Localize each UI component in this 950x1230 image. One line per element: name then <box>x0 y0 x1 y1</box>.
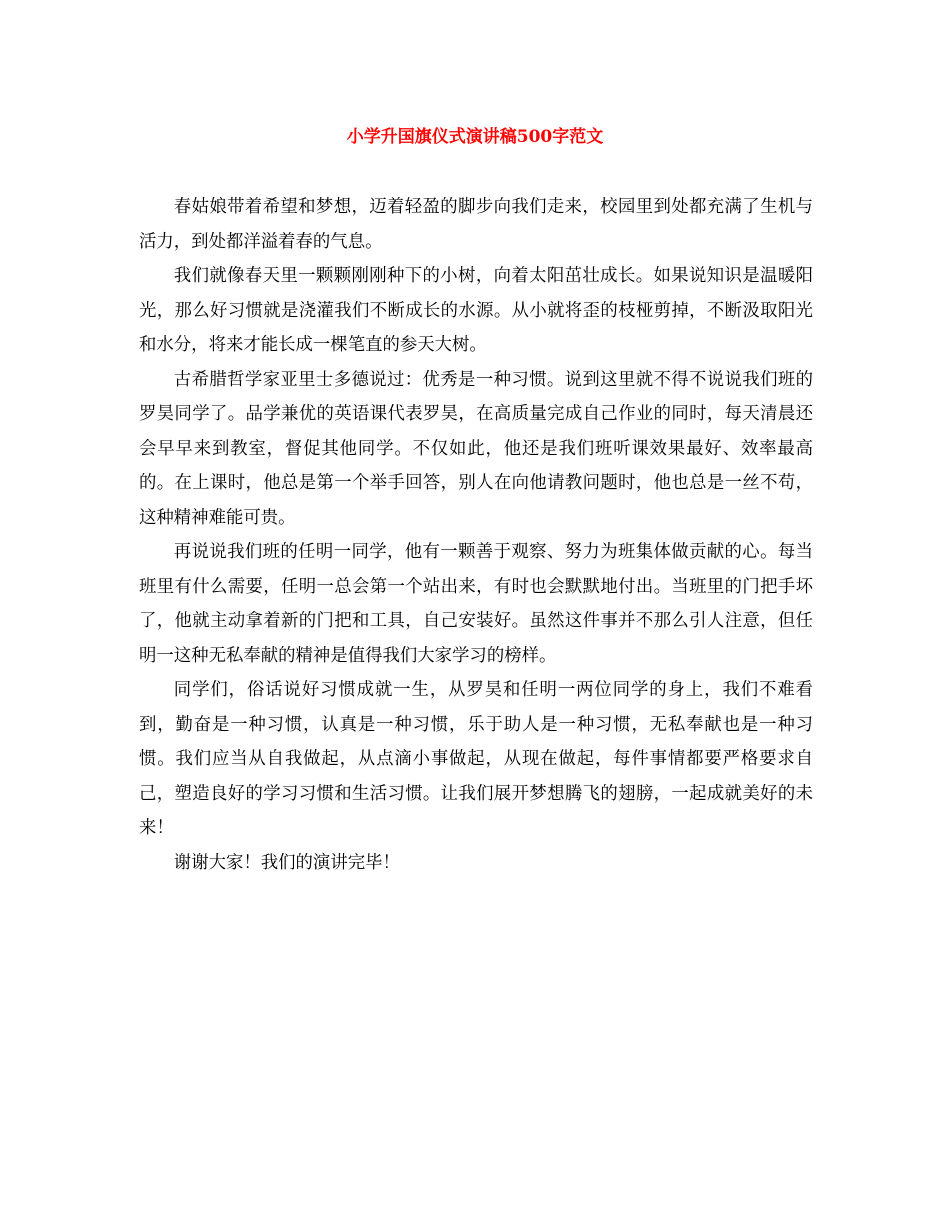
paragraph-6: 谢谢大家！我们的演讲完毕！ <box>173 852 400 873</box>
document-body <box>139 190 813 880</box>
paragraph-5: 同学们，俗话说好习惯成就一生，从罗昊和任明一两位同学的身上，我们不难看到，勤奋是一种习惯，认真是一种习惯，乐于助人是一种习惯，无私奉献也是一种习惯。我们应当从自我做起，从点滴小事做起，从现在做起，每件事情都要严格要求自己，塑造良好的学习习惯和生活习惯。让我们展开梦想腾飞的翅膀，一起成就美好的未来！ <box>139 680 813 838</box>
paragraph-3: 古希腊哲学家亚里士多德说过：优秀是一种习惯。说到这里就不得不说说我们班的罗昊同学了。品学兼优的英语课代表罗昊，在高质量完成自己作业的同时，每天清晨还会早早来到教室，督促其他同学。不仅如此，他还是我们班听课效果最好、效率最高的。在上课时，他总是第一个举手回答，别人在向他请教问题时，他也总是一丝不苟，这种精神难能可贵。 <box>139 369 813 528</box>
paragraph-2: 我们就像春天里一颗颗刚刚种下的小树，向着太阳茁壮成长。如果说知识是温暖阳光，那么好习惯就是浇灌我们不断成长的水源。从小就将歪的枝桠剪掉，不断汲取阳光和水分，将来才能长成一棵笔直的参天大树。 <box>139 266 813 355</box>
paragraph-4: 再说说我们班的任明一同学，他有一颗善于观察、努力为班集体做贡献的心。每当班里有什么需要，任明一总会第一个站出来，有时也会默默地付出。当班里的门把手坏了，他就主动拿着新的门把和工具，自己安装好。虽然这件事并不那么引人注意，但任明一这种无私奉献的精神是值得我们大家学习的榜样。 <box>139 542 813 666</box>
paragraph-1: 春姑娘带着希望和梦想，迈着轻盈的脚步向我们走来，校园里到处都充满了生机与活力，到处都洋溢着春的气息。 <box>139 197 813 252</box>
document-title: 小学升国旗仪式演讲稿500字范文 <box>346 127 604 147</box>
